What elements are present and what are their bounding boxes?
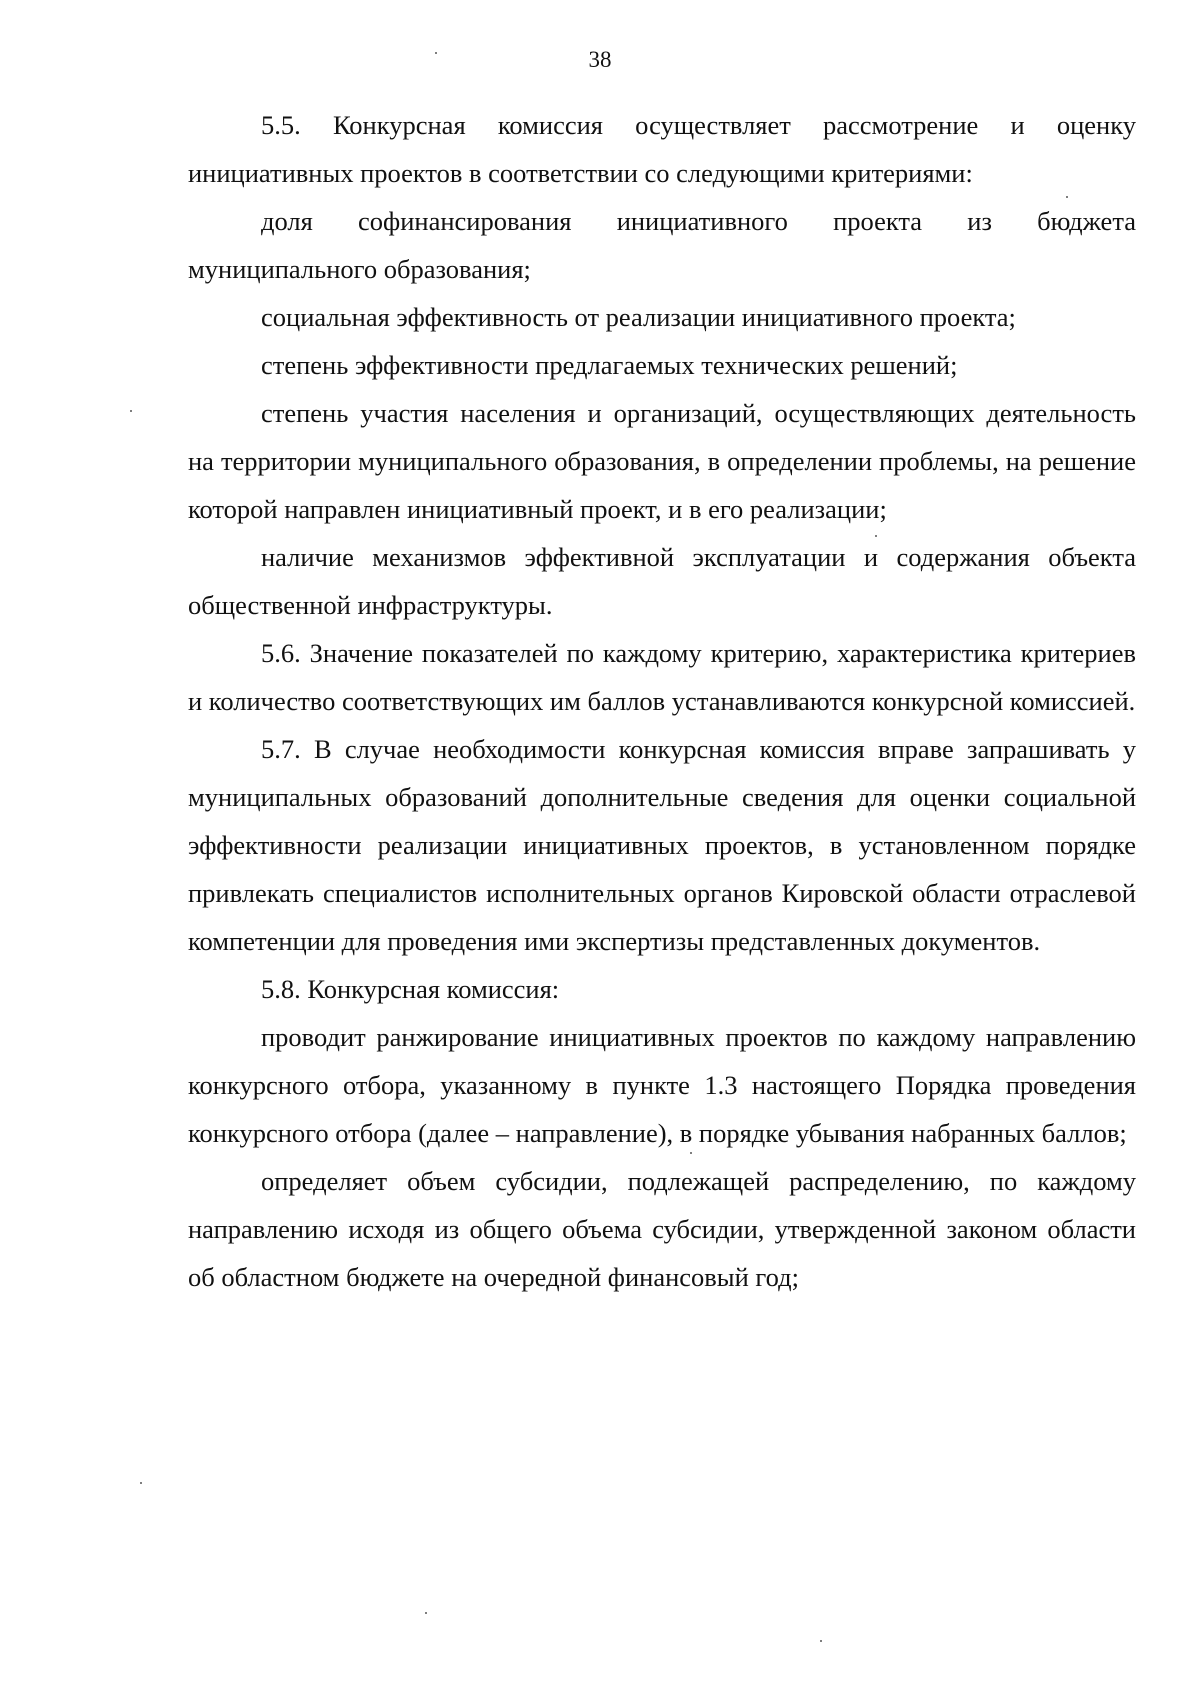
scan-speck	[690, 1152, 692, 1154]
scan-speck	[1066, 196, 1068, 198]
criterion-maintenance: наличие механизмов эффективной эксплуатации и содержания объекта общественной инфраструктуры.	[188, 542, 1136, 620]
paragraph-5-6: 5.6. Значение показателей по каждому критерию, характеристика критериев и количество соответствующих им баллов устанавливаются конкурсной комиссией.	[188, 638, 1136, 716]
scan-speck	[820, 1640, 822, 1642]
criterion-technical-solutions: степень эффективности предлагаемых технических решений;	[261, 350, 958, 380]
page-number: 38	[588, 47, 612, 72]
scan-speck	[435, 52, 437, 54]
criterion-cofinancing: доля софинансирования инициативного проекта из бюджета муниципального образования;	[188, 206, 1136, 284]
document-body	[188, 101, 1136, 1301]
criterion-participation: степень участия населения и организаций, осуществляющих деятельность на территории муниципального образования, в определении проблемы, на решение которой направлен инициативный проект, и в его реализации;	[188, 398, 1136, 524]
paragraph-5-7: 5.7. В случае необходимости конкурсная комиссия вправе запрашивать у муниципальных образований дополнительные сведения для оценки социальной эффективности реализации инициативных проектов, в установленном порядке привлекать специалистов исполнительных органов Кировской области отраслевой компетенции для проведения ими экспертизы представленных документов.	[188, 734, 1136, 956]
scan-speck	[875, 535, 877, 537]
criterion-social-efficiency: социальная эффективность от реализации инициативного проекта;	[261, 302, 1016, 332]
duty-subsidy-volume: определяет объем субсидии, подлежащей распределению, по каждому направлению исходя из общего объема субсидии, утвержденной законом области об областном бюджете на очередной финансовый год;	[188, 1166, 1136, 1292]
paragraph-5-5: 5.5. Конкурсная комиссия осуществляет рассмотрение и оценку инициативных проектов в соответствии со следующими критериями:	[188, 110, 1136, 188]
paragraph-5-8: 5.8. Конкурсная комиссия:	[261, 974, 560, 1004]
scan-speck	[425, 1612, 427, 1614]
duty-ranking: проводит ранжирование инициативных проектов по каждому направлению конкурсного отбора, указанному в пункте 1.3 настоящего Порядка проведения конкурсного отбора (далее – направление), в порядке убывания набранных баллов;	[188, 1022, 1136, 1148]
scan-speck	[130, 410, 132, 412]
scan-speck	[140, 1482, 142, 1484]
